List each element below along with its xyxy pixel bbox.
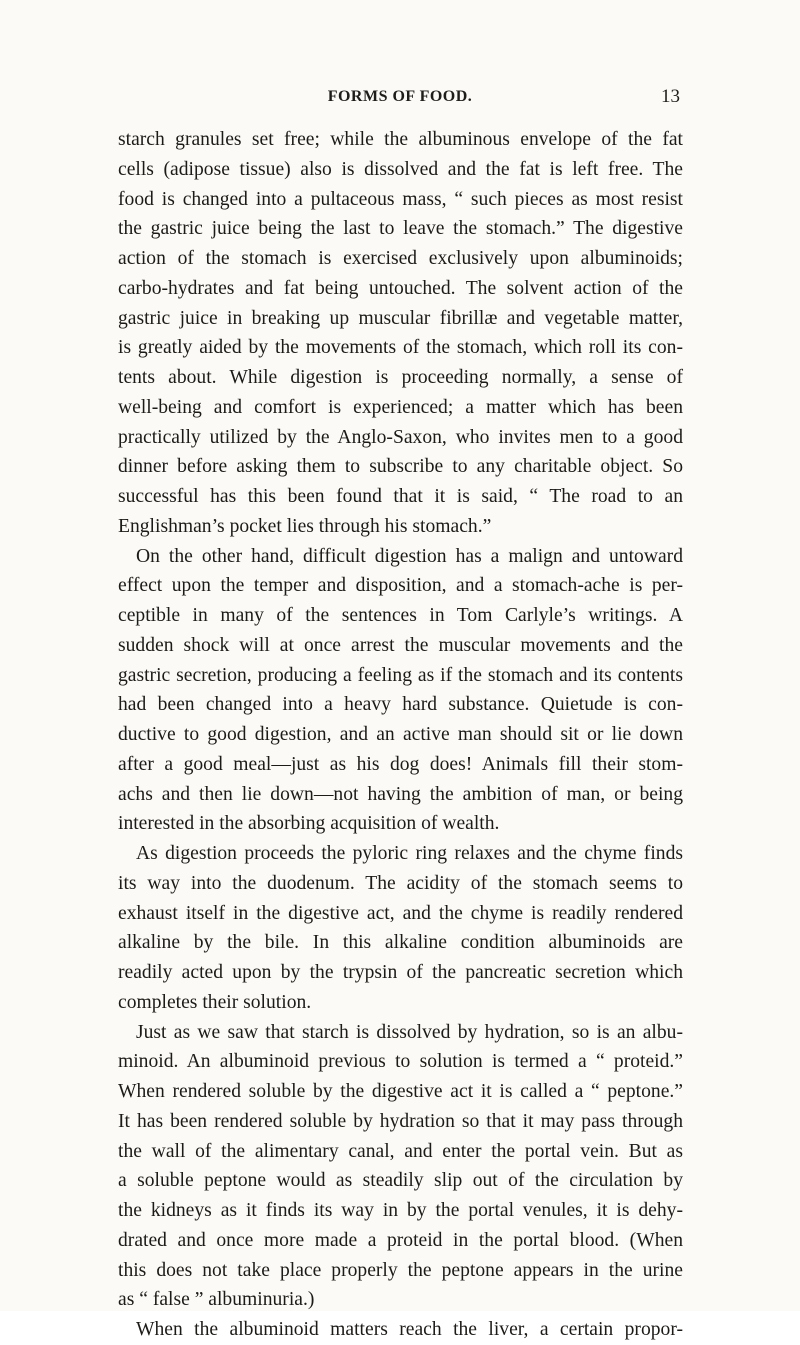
text-line: alkaline by the bile. In this alkaline condition albuminoids are <box>118 932 683 954</box>
text-line: ductive to good digestion, and an active man should sit or lie down <box>118 724 683 745</box>
text-line: carbo-hydrates and fat being untouched. The solvent action of the <box>118 277 683 299</box>
text-line: the wall of the alimentary canal, and enter the portal vein. But as <box>118 1140 683 1162</box>
text-line: tents about. While digestion is proceeding normally, a sense of <box>118 367 683 388</box>
text-line: Englishman’s pocket lies through his stomach.” <box>118 515 492 537</box>
text-line: action of the stomach is exercised exclusively upon albuminoids; <box>118 248 683 269</box>
text-line: cells (adipose tissue) also is dissolved and the fat is left free. The <box>118 158 683 180</box>
text-line: exhaust itself in the digestive act, and the chyme is readily rendered <box>118 902 683 924</box>
text-line: food is changed into a pultaceous mass, “ such pieces as most resist <box>118 188 683 210</box>
text-line: When rendered soluble by the digestive act it is called a “ peptone.” <box>118 1081 683 1102</box>
text-line: readily acted upon by the trypsin of the pancreatic secretion which <box>118 962 683 983</box>
text-line: completes their solution. <box>118 991 312 1013</box>
text-line: Just as we saw that starch is dissolved by hydration, so is an albu- <box>136 1021 683 1043</box>
text-line: interested in the absorbing acquisition of wealth. <box>118 813 500 835</box>
text-line: On the other hand, difficult digestion has a malign and untoward <box>136 545 683 567</box>
text-line: minoid. An albuminoid previous to solution is termed a “ proteid.” <box>118 1051 683 1073</box>
text-line: effect upon the temper and disposition, and a stomach-ache is per- <box>118 575 683 597</box>
text-line: gastric juice in breaking up muscular fibrillæ and vegetable matter, <box>118 307 683 329</box>
text-line: the kidneys as it finds its way in by the portal venules, it is dehy- <box>118 1200 683 1221</box>
text-line: gastric secretion, producing a feeling as if the stomach and its contents <box>118 664 683 686</box>
text-line: starch granules set free; while the albuminous envelope of the fat <box>118 129 683 150</box>
body-text <box>118 125 683 1345</box>
text-line: achs and then lie down—not having the ambition of man, or being <box>118 783 683 805</box>
text-line: a soluble peptone would as steadily slip out of the circulation by <box>118 1170 683 1192</box>
text-line: its way into the duodenum. The acidity of the stomach seems to <box>118 872 683 894</box>
page-number: 13 <box>661 86 680 107</box>
text-line: as “ false ” albuminuria.) <box>118 1289 315 1311</box>
text-line: sudden shock will at once arrest the muscular movements and the <box>118 634 683 656</box>
text-line: successful has this been found that it is said, “ The road to an <box>118 486 683 507</box>
text-line: It has been rendered soluble by hydration so that it may pass through <box>118 1110 683 1132</box>
text-line: ceptible in many of the sentences in Tom Carlyle’s writings. A <box>118 605 683 626</box>
text-line: When the albuminoid matters reach the liver, a certain propor- <box>136 1319 683 1340</box>
text-line: As digestion proceeds the pyloric ring relaxes and the chyme finds <box>136 843 683 864</box>
text-line: is greatly aided by the movements of the stomach, which roll its con- <box>118 337 683 359</box>
text-line: had been changed into a heavy hard substance. Quietude is con- <box>118 694 683 716</box>
running-head <box>120 88 680 112</box>
text-line: this does not take place properly the peptone appears in the urine <box>118 1259 683 1281</box>
text-line: practically utilized by the Anglo-Saxon, who invites men to a good <box>118 426 683 448</box>
text-line: after a good meal—just as his dog does! Animals fill their stom- <box>118 753 683 775</box>
text-line: dinner before asking them to subscribe to any charitable object. So <box>118 456 683 478</box>
text-line: the gastric juice being the last to leave the stomach.” The digestive <box>118 218 683 240</box>
text-line: well-being and comfort is experienced; a matter which has been <box>118 396 683 418</box>
running-title: FORMS OF FOOD. <box>327 88 473 105</box>
text-line: drated and once more made a proteid in the portal blood. (When <box>118 1229 683 1251</box>
